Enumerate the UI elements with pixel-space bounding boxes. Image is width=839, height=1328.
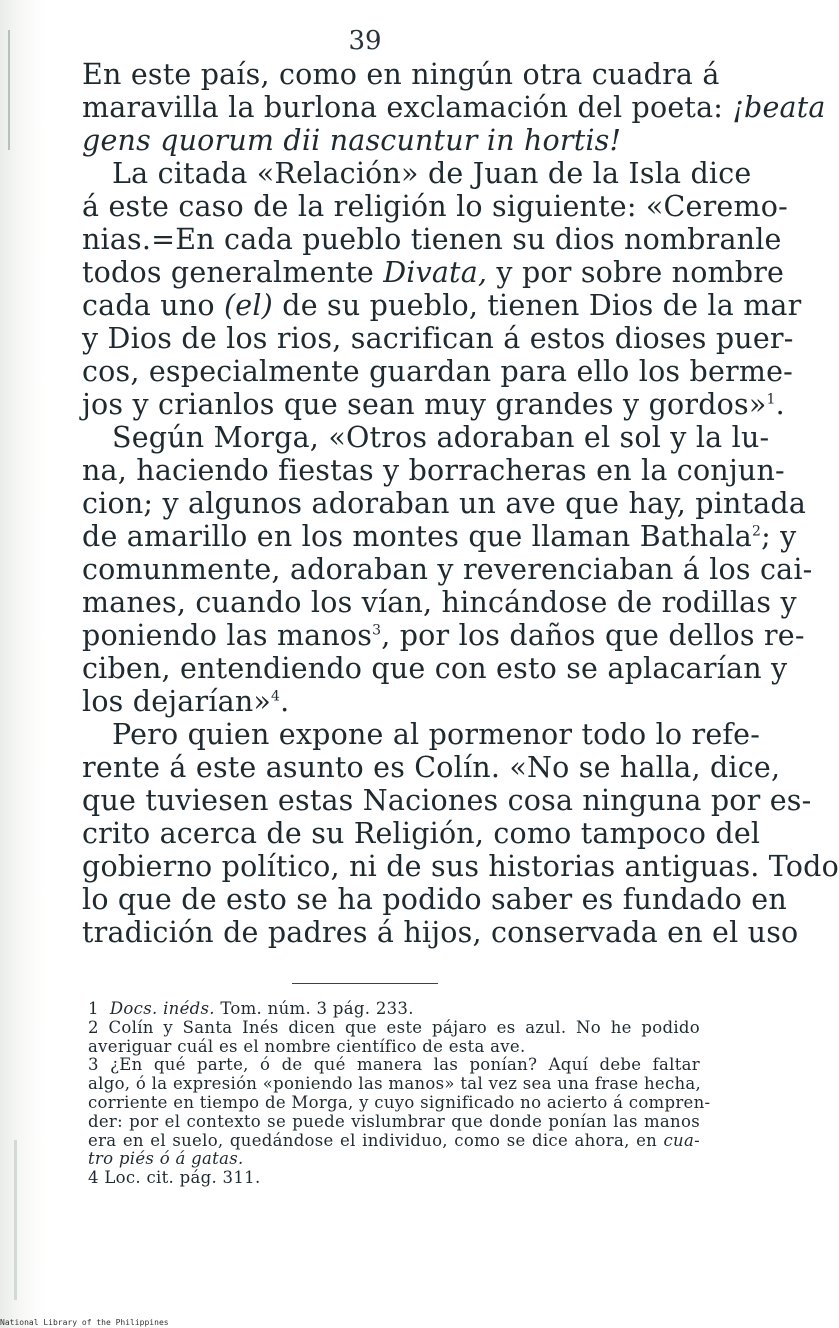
footnote-3: tro piés ó á gatas. (88, 1149, 244, 1169)
text-line: maravilla la burlona exclamación del poeta: ¡beata (82, 91, 826, 124)
footnote-ref: 4 (271, 688, 281, 705)
text-line: cada uno (el) de su pueblo, tienen Dios de la mar (82, 289, 802, 322)
text-line: rente á este asunto es Colín. «No se halla, dice, (82, 751, 781, 784)
text-line: lo que de esto se ha podido saber es fundado en (82, 883, 787, 916)
text-line: gobierno político, ni de sus historias antiguas. Todo (82, 850, 839, 883)
text-line: los dejarían»$^4$. (82, 685, 290, 718)
footnote-3: der: por el contexto se puede vislumbrar que donde ponían las manos (88, 1111, 700, 1131)
text-line: manes, cuando los vían, hincándose de rodillas y (82, 586, 797, 619)
text-line: nias.=En cada pueblo tienen su dios nombranle (82, 223, 782, 256)
footnote-4: 4 Loc. cit. pág. 311. (88, 1168, 261, 1188)
page-number: 39 (348, 26, 382, 56)
text-line: poniendo las manos$^3$, por los daños que dellos re- (82, 619, 805, 652)
text-line: de amarillo en los montes que llaman Bathala$^2$; y (82, 520, 797, 553)
text-line: gens quorum dii nascuntur in hortis! (82, 124, 622, 157)
text-line: tradición de padres á hijos, conservada en el uso (82, 916, 799, 949)
footnotes (88, 999, 711, 1188)
footnote-3: corriente en tiempo de Morga, y cuyo significado no acierto á compren- (88, 1092, 711, 1112)
footnote-2: averiguar cuál es el nombre científico de esta ave. (88, 1036, 526, 1056)
footnote-2: 2 Colín y Santa Inés dicen que este pájaro es azul. No he podido (88, 1017, 700, 1037)
text-line: Pero quien expone al pormenor todo lo refe- (112, 718, 761, 751)
footnote-ref: 1 (766, 391, 776, 408)
text-line: todos generalmente Divata, y por sobre nombre (82, 256, 785, 289)
footnote-1: 1 Docs. inéds. Tom. núm. 3 pág. 233. (88, 999, 414, 1018)
text-line: que tuviesen estas Naciones cosa ninguna por es- (82, 784, 812, 817)
text-line: y Dios de los rios, sacrifican á estos dioses puer- (82, 322, 794, 355)
text-line: na, haciendo fiestas y borracheras en la conjun- (82, 454, 785, 487)
text-line: jos y crianlos que sean muy grandes y gordos»$^1$. (82, 388, 785, 421)
text-line: á este caso de la religión lo siguiente: «Ceremo- (82, 190, 788, 223)
footnote-ref: 3 (372, 622, 382, 639)
text-line: La citada «Relación» de Juan de la Isla dice (112, 157, 752, 190)
text-line: Según Morga, «Otros adoraban el sol y la lu- (112, 421, 770, 454)
footnote-separator (292, 983, 438, 984)
text-line: En este país, como en ningún otra cuadra á (82, 58, 720, 91)
text-line: comunmente, adoraban y reverenciaban á los cai- (82, 553, 813, 586)
footnote-3: algo, ó la expresión «poniendo las manos» tal vez sea una frase hecha, (88, 1074, 702, 1094)
text-line: cion; y algunos adoraban un ave que hay, pintada (82, 487, 807, 520)
scan-edge-mark (14, 1140, 17, 1300)
text-line: cos, especialmente guardan para ello los berme- (82, 355, 793, 388)
footnote-ref: 2 (751, 523, 762, 540)
text-line: ciben, entendiendo que con esto se aplacarían y (82, 652, 788, 685)
text-line: crito acerca de su Religión, como tampoco del (82, 817, 761, 850)
library-footer: National Library of the Philippines (0, 1318, 169, 1327)
footnote-3: 3 ¿En qué parte, ó de qué manera las ponían? Aquí debe faltar (88, 1055, 700, 1075)
body-text (82, 58, 839, 949)
footnote-3: era en el suelo, quedándose el individuo, como se dice ahora, en cua- (88, 1130, 700, 1150)
